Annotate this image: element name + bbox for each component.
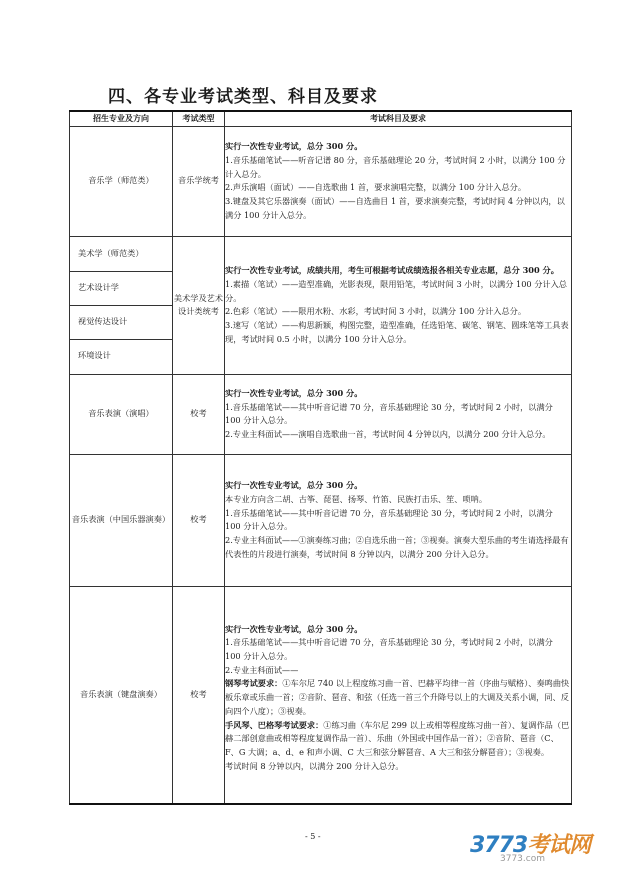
requirement-line <box>225 195 571 222</box>
requirement-line <box>225 305 571 319</box>
requirement-text: 1.素描（笔试）——造型准确，光影表现，限用铅笔，考试时间 3 小时，以满分 100 分计入总分。 <box>225 278 567 303</box>
requirement-text: 实行一次性专业考试，总分 300 分。 <box>225 387 363 398</box>
requirement-text: 3.键盘及其它乐器演奏（面试）——自选曲目 1 首，要求演奏完整，考试时间 4 分钟以内，以满分 100 分计入总分。 <box>225 195 565 220</box>
requirement-line <box>225 401 571 428</box>
header-major: 招生专业及方向 <box>70 111 173 126</box>
table-row <box>70 236 572 374</box>
requirement-line <box>225 623 571 637</box>
requirement-text: 2.色彩（笔试）——限用水粉、水彩，考试时间 3 小时，以满分 100 分计入总分。 <box>225 306 527 317</box>
requirement-lead: 钢琴考试要求： <box>225 678 283 689</box>
exam-requirements-table <box>69 110 572 805</box>
major-cell: 艺术设计学 <box>70 271 172 305</box>
watermark-number: 3773 <box>470 833 528 858</box>
page-number: - 5 - <box>305 832 321 841</box>
requirement-text: 实行一次性专业考试，总分 300 分。 <box>225 623 363 634</box>
major-cell: 音乐学（师范类） <box>70 126 173 236</box>
requirement-line <box>225 264 571 278</box>
requirement-text: 1.音乐基础笔试——其中听音记谱 70 分，音乐基础理论 30 分，考试时间 2 小时，以满分 100 分计入总分。 <box>225 507 553 532</box>
major-cell: 音乐表演（键盘演奏） <box>70 586 173 804</box>
exam-type-cell: 校考 <box>173 586 225 804</box>
table-row <box>70 586 572 804</box>
header-exam-type: 考试类型 <box>173 111 225 126</box>
table-row <box>70 374 572 454</box>
major-cell: 视觉传达设计 <box>70 305 172 339</box>
requirement-text: 实行一次性专业考试，成绩共用，考生可根据考试成绩选报各相关专业志愿，总分 300 分。 <box>225 265 559 276</box>
requirement-text: 2.专业主科面试——①演奏练习曲；②自选乐曲一首；③视奏。演奏大型乐曲的考生请选择最有代表性的片段进行演奏，考试时间 8 分钟以内，以满分 200 分计入总分。 <box>225 534 569 559</box>
requirement-text: 实行一次性专业考试，总分 300 分。 <box>225 141 363 152</box>
requirement-line <box>225 534 571 561</box>
requirement-text: 3.速写（笔试）——构思新颖，构图完整，造型准确，任选铅笔、碳笔、钢笔、圆珠笔等工具表现，考试时间 0.5 小时，以满分 100 分计入总分。 <box>225 319 569 344</box>
requirement-line <box>225 154 571 181</box>
exam-type-cell: 美术学及艺术设计类统考 <box>173 236 225 374</box>
requirements-cell <box>225 454 572 586</box>
major-cell: 音乐表演（中国乐器演奏） <box>70 454 173 586</box>
requirements-cell <box>225 374 572 454</box>
requirement-lead: 手风琴、巴格琴考试要求： <box>225 719 324 730</box>
table-row <box>70 454 572 586</box>
requirements-cell <box>225 586 572 804</box>
major-group <box>70 238 172 373</box>
requirement-text: 考试时间 8 分钟以内，以满分 200 分计入总分。 <box>225 760 404 771</box>
requirement-line <box>225 278 571 305</box>
requirement-line <box>225 493 571 507</box>
requirement-line <box>225 319 571 346</box>
requirement-text: 本专业方向含二胡、古筝、琵琶、扬琴、竹笛、民族打击乐、笙、唢呐。 <box>225 493 488 504</box>
header-requirements: 考试科目及要求 <box>225 111 572 126</box>
watermark-logo <box>470 828 591 864</box>
watermark-brand: 考试网 <box>527 833 591 858</box>
major-cell: 美术学（师范类） <box>70 238 172 272</box>
requirement-line <box>225 479 571 493</box>
requirement-line <box>225 387 571 401</box>
page-title: 四、各专业考试类型、科目及要求 <box>108 87 378 107</box>
requirement-line <box>225 677 571 718</box>
table-header-row <box>70 111 572 126</box>
requirement-line <box>225 636 571 663</box>
requirement-text: 实行一次性专业考试，总分 300 分。 <box>225 480 363 491</box>
requirement-line <box>225 507 571 534</box>
exam-type-cell: 校考 <box>173 454 225 586</box>
requirement-text: 1.音乐基础笔试——听音记谱 80 分，音乐基础理论 20 分，考试时间 2 小时，以满分 100 分计入总分。 <box>225 154 566 179</box>
requirement-line <box>225 664 571 678</box>
requirement-text: 2.声乐演唱（面试）——自选歌曲 1 首，要求演唱完整，以满分 100 分计入总分。 <box>225 182 527 193</box>
requirement-line <box>225 181 571 195</box>
exam-type-cell: 音乐学统考 <box>173 126 225 236</box>
requirements-cell <box>225 236 572 374</box>
requirement-line <box>225 719 571 760</box>
major-group-cell <box>70 236 173 374</box>
requirement-text: 2.专业主科面试—— <box>225 664 299 675</box>
requirement-line <box>225 140 571 154</box>
requirement-line <box>225 428 571 442</box>
exam-type-cell: 校考 <box>173 374 225 454</box>
requirement-text: 1.音乐基础笔试——其中听音记谱 70 分，音乐基础理论 30 分，考试时间 2 小时，以满分 100 分计入总分。 <box>225 401 553 426</box>
requirement-text: 1.音乐基础笔试——其中听音记谱 70 分，音乐基础理论 30 分，考试时间 2 小时，以满分 100 分计入总分。 <box>225 637 553 661</box>
requirement-line <box>225 760 571 774</box>
watermark-url: 3773.com <box>500 854 545 864</box>
requirement-text: ①练习曲（车尔尼 299 以上或相等程度练习曲一首）、复调作品（巴赫二部创意曲或相等程度复调作品一首）、乐曲（外国或中国作品一首）；②音阶、琶音（C、F、G 大调；a、d、e 和声小调、C 大三和弦分解琶音、A 大三和弦分解琶音）；③视奏。 <box>225 719 570 757</box>
requirements-cell <box>225 126 572 236</box>
major-cell: 音乐表演（演唱） <box>70 374 173 454</box>
requirement-text: 2.专业主科面试——演唱自选歌曲一首，考试时间 4 分钟以内，以满分 200 分计入总分。 <box>225 428 551 439</box>
requirement-text: ①车尔尼 740 以上程度练习曲一首、巴赫平均律一首（序曲与赋格）、奏鸣曲快板乐章或乐曲一首；②音阶、琶音、和弦（任选一首三个升降号以上的大调及关系小调，同、反向四个八度）；③视奏。 <box>225 678 570 716</box>
table-row <box>70 126 572 236</box>
major-cell: 环境设计 <box>78 350 111 361</box>
